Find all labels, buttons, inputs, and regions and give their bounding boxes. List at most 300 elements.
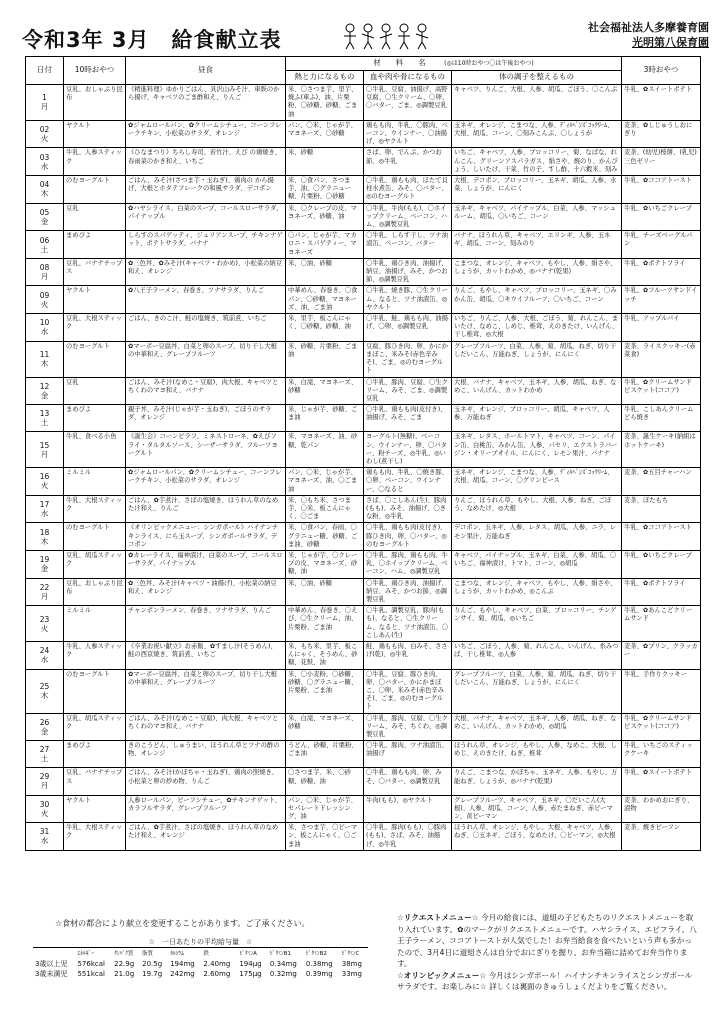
day-number: 1 (42, 93, 47, 103)
day-number: 02 (39, 125, 50, 135)
body-cell: 〇牛乳、豚肉、豆腐、〇生クリーム、みそ、ごま、◎調製豆乳 (364, 377, 452, 405)
day-number: 08 (39, 263, 50, 273)
body-cell: 〇牛乳、しらす干し、ツナ油漬缶、ベーコン、バター (364, 231, 452, 259)
pm-snack-cell: 麦茶、わかめおにぎり、漬物 (622, 795, 701, 823)
pm-snack-cell: 麦茶、✿しじゅうしおにぎり (622, 120, 701, 148)
weekday: 土 (40, 754, 49, 764)
weekday: 金 (40, 564, 49, 574)
body-cell: 〇牛乳、豚肉、豆腐、〇生クリーム、みそ、ちくわ、◎調製豆乳 (364, 713, 452, 741)
energy-cell: 米、〇油、砂糖 (286, 578, 364, 606)
body-cell: 〇牛乳、豚肉、鶏もも肉、牛乳、〇ホイップクリーム、ベーコン、ハム、◎調製豆乳 (364, 550, 452, 578)
regulate-cell: 玉ネギ、オレンジ、こまつな、人参、ﾃﾞｨﾙﾍﾟﾝｽﾞｺｯｸﾘｰﾑ、大根、胡瓜、コーン、〇グリンピース (452, 468, 622, 496)
date-cell (26, 823, 64, 851)
am-snack-cell: まめぴよ (64, 231, 126, 259)
col-lunch: 昼食 (126, 57, 286, 85)
body-cell: 〇牛乳、焼き豚、〇生クリーム、なると、ツナ油漬缶、◎ヤクルト (364, 286, 452, 314)
am-snack-cell: 豆乳、バナナチップス (64, 768, 126, 795)
col-body: 血や肉や骨になるもの (364, 71, 452, 85)
day-number: 11 (39, 350, 50, 360)
energy-cell: 米、里芋、板こんにゃく、〇砂糖、砂糖、油 (286, 314, 364, 342)
regulate-cell: りんご、もやし、キャベツ、白菜、ブロッコリー、チンゲンサイ、菊、胡瓜、◎いちご (452, 606, 622, 642)
regulate-cell: 大根、デコポン、ブロッコリー、玉ネギ、胡瓜、人参、水菜、しょうが、にんにく (452, 176, 622, 204)
lunch-cell: ✿ジャムロールパン、✿クリームシチュー、コーンフレークチキン、小松菜のサラダ、オレンジ (126, 120, 286, 148)
day-number: 24 (39, 646, 50, 656)
lunch-cell: ✿八王子ラーメン、春巻き、ツナサラダ、りんご (126, 286, 286, 314)
am-snack-cell: まめぴよ (64, 405, 126, 432)
pm-snack-cell: 牛乳、✿フルーツサンドイッチ (622, 286, 701, 314)
body-cell: 〇牛乳、豆腐、油揚げ、高野豆腐、〇生クリーム、〇卵、〇バター、ごま、◎調製豆乳 (364, 85, 452, 121)
body-cell: 〇牛乳、鶏もも肉、ほたて貝柱水煮缶、みそ、〇バター、◎のむヨーグルト (364, 176, 452, 204)
date-cell (26, 641, 64, 669)
weekday: 月 (40, 591, 49, 601)
table-row (26, 176, 701, 204)
regulate-cell: ほうれん草、オレンジ、もやし、大根、キャベツ、人参、ねぎ、〇玉ネギ、ごぼう、なめたけ、〇ピーマン、◎大根 (452, 823, 622, 851)
day-number: 31 (39, 827, 50, 837)
nutrition-cell: 3歳以上児 (35, 960, 68, 968)
weekday: 火 (40, 481, 49, 491)
school-name: 光明第八保育園 (632, 36, 709, 49)
weekday: 水 (40, 161, 49, 171)
am-snack-cell: のむヨーグルト (64, 176, 126, 204)
energy-cell: 米、白滝、マヨネーズ、砂糖 (286, 713, 364, 741)
day-number: 17 (39, 500, 50, 510)
date-cell (26, 741, 64, 768)
table-row (26, 231, 701, 259)
body-cell: 豆腐、豚ひき肉、卵、かにかまぼこ、米みそ(赤色辛みそ)、ごま、◎のむヨーグルト (364, 341, 452, 377)
pm-snack-cell: 牛乳、チーズベーグルパン (622, 231, 701, 259)
weekday: 月 (40, 102, 49, 112)
lunch-cell: ごはん、みそ汁(なめこ・豆腐)、肉大根、キャベツとちくわのマヨ和え、バナナ (126, 713, 286, 741)
table-row (26, 85, 701, 121)
lunch-cell: ✿マーボー豆腐丼、白菜と卵のスープ、切り干し大根の中華和え、グレープフルーツ (126, 669, 286, 713)
date-cell (26, 468, 64, 496)
regulate-cell: 玉ネギ、レタス、ホールトマト、キャベツ、コーン、パイン缶、白桃缶、みかん缶、人参、パセリ、エクストラバージン・オリーブオイル、にんにく、レモン果汁、バナナ (452, 432, 622, 468)
am-snack-cell: 豆乳、大根スティック (64, 314, 126, 342)
pm-snack-cell: 牛乳、✿スイートポテト (622, 85, 701, 121)
weekday: 木 (40, 536, 49, 546)
nutrition-cell: 551kcal (77, 970, 105, 978)
lunch-cell: ごはん、✿芋煮汁、さばの塩焼き、ほうれん草のなめたけ和え、りんご (126, 495, 286, 523)
am-snack-cell: ヤクルト (64, 286, 126, 314)
am-snack-cell: 牛乳、大根スティック (64, 823, 126, 851)
regulate-cell: いちご、ごぼう、人参、菊、れんこん、いんげん、糸みつば、干し椎茸、◎人参 (452, 641, 622, 669)
nutrition-cell: ﾋﾞﾀﾐﾝC (341, 951, 360, 957)
lunch-cell: 《オリンピックメニュー：シンガポール》ハイナンチキンライス、にら玉スープ、シンガポールサラダ、デコポン (126, 523, 286, 551)
energy-cell: 中華めん、春巻き、〇えび、〇生クリーム、油、片栗粉、ごま油 (286, 606, 364, 642)
weekday: 土 (40, 244, 49, 254)
table-row (26, 405, 701, 432)
weekday: 火 (40, 299, 49, 309)
nutrition-cell: 鉄 (203, 951, 209, 957)
weekday: 火 (40, 134, 49, 144)
energy-cell: 米、じゃが芋、砂糖、ごま油 (286, 405, 364, 432)
body-cell: 〇牛乳、鶏ひき肉、油揚げ、納豆、油揚げ、みそ、かつお節、◎調製豆乳 (364, 258, 452, 286)
pm-snack-cell: 牛乳、✿ココアトースト (622, 523, 701, 551)
weekday: 水 (40, 655, 49, 665)
am-snack-cell: 牛乳、大根スティック (64, 495, 126, 523)
pm-snack-cell: 牛乳、✿あんこどクリームサンド (622, 606, 701, 642)
lunch-cell: 人参ロールパン、ビーフシチュー、✿チキンナゲット、カラフルサラダ、グレープフルーツ (126, 795, 286, 823)
date-cell (26, 523, 64, 551)
energy-cell: 米、砂糖、片栗粉、ごま油 (286, 341, 364, 377)
am-snack-cell: ミルミル (64, 606, 126, 642)
date-cell (26, 432, 64, 468)
am-snack-cell: ヤクルト (64, 120, 126, 148)
nutrition-cell: 194μg (239, 960, 262, 968)
table-row (26, 795, 701, 823)
day-number: 06 (39, 235, 50, 245)
page-title: 令和3年 3月 給食献立表 (22, 28, 282, 52)
am-snack-cell: まめぴよ (64, 741, 126, 768)
weekday: 水 (40, 836, 49, 846)
nutrition-cell: ﾀﾝﾊﾟｸ質 (114, 951, 134, 957)
pm-snack-cell: 牛乳、✿ココアトースト (622, 176, 701, 204)
lunch-cell: ごはん、みそ汁(さつま芋・玉ねぎ)、鶏肉の から揚げ、大根とホタテフレークの和風サラダ、デコポン (126, 176, 286, 204)
am-snack-cell: 豆乳 (64, 377, 126, 405)
energy-cell: 米、さつま芋、〇ピーマン、板こんにゃく、〇ごま油 (286, 823, 364, 851)
am-snack-cell: 豆乳 (64, 203, 126, 231)
lunch-cell: チャンポンラーメン、春巻き、ツナサラダ、りんご (126, 606, 286, 642)
am-snack-cell: 牛乳、人参スティック (64, 641, 126, 669)
energy-cell: 米、マヨネーズ、油、砂糖、乾パン (286, 432, 364, 468)
body-cell: ヨーグルト(無糖)、ベーコン、ウインナー、卵、〇バター、粉チーズ、◎牛乳、◎いわし(煮干し) (364, 432, 452, 468)
body-cell: さば、〇こしあん(生)、豚肉(もも)、みそ、油揚げ、〇きな粉、◎牛乳 (364, 495, 452, 523)
olympic-text: 今月はシンガポール！ハイナンチキンライスとシンガポールサラダです。お楽しみに☆ 詳しくは裏面のきゅうしょくだよりをご覧ください。 (397, 970, 693, 991)
pm-snack-cell: 麦茶、ぼたもち (622, 495, 701, 523)
table-row (26, 495, 701, 523)
pm-snack-cell: 牛乳、✿クリームサンドビスケット(ココア) (622, 713, 701, 741)
lunch-cell: ✿ジャムロールパン、✿クリームシチュー、コーンフレークチキン、小松菜のサラダ、オレンジ (126, 468, 286, 496)
pm-snack-cell: 麦茶、ライスクッキー(赤菜食) (622, 341, 701, 377)
body-cell: 〇牛乳、豆腐、豚ひき肉、卵、〇バター、かにかまぼこ、〇卵、米みそ(赤色辛みそ)、ごま、◎のむヨーグルト (364, 669, 452, 713)
pm-snack-cell: 麦茶、✿プリン、クラッカー (622, 641, 701, 669)
body-cell: 〇牛乳、鶏もも肉(皮付き)、豚ひき肉、卵、〇バター、◎のむヨーグルト (364, 523, 452, 551)
body-cell: 〇牛乳、牛肉(もも)、〇ホイップクリーム、ベーコン、ハム、◎調製豆乳 (364, 203, 452, 231)
regulate-cell: バナナ、ほうれん草、キャベツ、エリンギ、人参、玉ネギ、胡瓜、コーン、刻みのり (452, 231, 622, 259)
energy-cell: パン、〇米、じゃが芋、セパレートドレッシング、油 (286, 795, 364, 823)
olympic-title: ☆オリンピックメニュー☆ (397, 970, 487, 980)
energy-cell: 米、砂糖 (286, 148, 364, 176)
lunch-cell: 《精進料理》ゆかりごはん、具沢山みそ汁、車麩のから揚げ、キャベツのごま酢和え、りんご (126, 85, 286, 121)
table-row (26, 432, 701, 468)
date-cell (26, 85, 64, 121)
energy-cell: 〇パン、じゃが芋、マカロニ・スパゲティー、マヨネーズ (286, 231, 364, 259)
table-row (26, 741, 701, 768)
am-snack-cell: 牛乳、人参スティック (64, 148, 126, 176)
table-row (26, 377, 701, 405)
energy-cell: 米、〇もち米、さつま芋、〇米、板こんにゃく、〇ごま (286, 495, 364, 523)
pm-snack-cell: 牛乳、✿いちごクレープ (622, 203, 701, 231)
pm-snack-cell: 牛乳、手作りクッキー (622, 669, 701, 713)
nutrition-cell: 38mg (341, 960, 362, 968)
nutrition-caption: ☆ 一日あたりの平均給与量 ☆ (33, 937, 368, 948)
date-cell (26, 578, 64, 606)
energy-cell: 〇さつま芋、米、〇砂糖、砂糖、油 (286, 768, 364, 795)
pm-snack-cell: 牛乳、✿スイートポテト (622, 768, 701, 795)
regulate-cell: 大根、バナナ、キャベツ、玉ネギ、人参、胡瓜、ねぎ、なめこ、いんげん、カットわかめ、◎胡瓜 (452, 713, 622, 741)
energy-cell: 米、〇クレープの皮、マヨネーズ、砂糖、油 (286, 203, 364, 231)
date-cell (26, 341, 64, 377)
table-row (26, 768, 701, 795)
day-number: 25 (39, 682, 50, 692)
body-cell: 〇牛乳、鶏もも肉、卵、みそ、〇バター、◎調製豆乳 (364, 768, 452, 795)
table-row (26, 641, 701, 669)
lunch-cell: 《卒業お祝い献立》お赤飯、✿すまし汁(そうめん)、鮭の西京焼き、筑前煮、いちご (126, 641, 286, 669)
weekday: 月 (40, 449, 49, 459)
lunch-cell: 親子丼、みそ汁(じゃが芋・玉ねぎ)、ごぼうのサラダ、オレンジ (126, 405, 286, 432)
am-snack-cell: 牛乳、食べる小魚 (64, 432, 126, 468)
nutrition-cell: 22.9g (114, 960, 135, 968)
lunch-cell: ✿マーボー豆腐丼、白菜と卵のスープ、切り干し大根の中華和え、グレープフルーツ (126, 341, 286, 377)
day-number: 03 (39, 152, 50, 162)
pm-snack-cell: 麦茶、誕生ケーキ(納組はホットケーキ) (622, 432, 701, 468)
energy-cell: 中華めん、春巻き、〇食パン、〇砂糖、マヨネーズ、油、ごま油 (286, 286, 364, 314)
children-illustration-icon (340, 20, 440, 50)
date-cell (26, 258, 64, 286)
nutrition-cell: ﾋﾞﾀﾐﾝB1 (269, 951, 291, 957)
table-row (26, 314, 701, 342)
body-cell: さば、卵、でんぷ、かつお節、◎牛乳 (364, 148, 452, 176)
table-row (26, 606, 701, 642)
am-snack-cell: 豆乳、胡瓜スティック (64, 713, 126, 741)
regulate-cell: グレープフルーツ、キャベツ、玉ネギ、〇だいこん(大根)、人参、胡瓜、コーン、人参、赤たまねぎ、赤ピーマン、黄ピーマン (452, 795, 622, 823)
col-energy: 熱と力になるもの (286, 71, 364, 85)
date-cell (26, 314, 64, 342)
notes (397, 912, 697, 993)
olympic-note (397, 970, 697, 993)
weekday: 金 (40, 216, 49, 226)
menu-table (25, 56, 701, 851)
header (10, 18, 713, 54)
weekday: 水 (40, 509, 49, 519)
weekday: 木 (40, 691, 49, 701)
lunch-cell: ごはん、みそ汁(かぼちゃ・玉ねぎ)、鶏肉の照焼き、小松菜と卵の炒め物、りんご (126, 768, 286, 795)
energy-cell: パン、〇米、じゃが芋、マヨネーズ、油、〇ごま油 (286, 468, 364, 496)
am-snack-cell: のむヨーグルト (64, 523, 126, 551)
request-text: 今月の給食には、道組の子どもたちのリクエストメニューを取り入れています。✿のマークがリクエストメニューです。ハヤシライス、エビフライ、八王子ラーメン、ココアトーストが人気でした！お弁当給食を食べたいという声も多かったので、3月4日に道組さんは自分でおにぎりを握り、お弁当箱に詰めてお弁当作ります。 (397, 913, 697, 968)
nutrition-cell: 21.0g (114, 970, 135, 978)
lunch-cell: しらすのスパゲッティ、ジュリアンスープ、チキンナゲット、ポテトサラダ、バナナ (126, 231, 286, 259)
body-cell: 牛肉(もも)、◎ヤクルト (364, 795, 452, 823)
date-cell (26, 713, 64, 741)
nutrition-cell: 175μg (239, 970, 262, 978)
weekday: 金 (40, 390, 49, 400)
weekday: 火 (40, 808, 49, 818)
regulate-cell: キャベツ、りんご、大根、人参、胡瓜、ごぼう、〇こんぶ (452, 85, 622, 121)
date-cell (26, 768, 64, 795)
nutrition-cell: ｴﾈﾙｷﾞｰ (77, 951, 94, 957)
energy-cell: 米、白滝、マヨネーズ、砂糖 (286, 377, 364, 405)
table-row (26, 341, 701, 377)
date-cell (26, 203, 64, 231)
day-number: 29 (39, 772, 50, 782)
energy-cell: 米、〇小麦粉、〇砂糖、砂糖、〇グラニュー糖、片栗粉、ごま油 (286, 669, 364, 713)
regulate-cell: こまつな、オレンジ、キャベツ、もやし、人参、絹さや、しょうが、カットわかめ、◎こんぶ (452, 578, 622, 606)
regulate-cell: 玉ネギ、オレンジ、こまつな、人参、ﾃﾞｨﾙﾍﾟﾝｽﾞｺｯｸﾘｰﾑ、大根、胡瓜、コーン、〇刻みこんぶ、〇しょうが (452, 120, 622, 148)
energy-cell: うどん、砂糖、片栗粉、ごま油 (286, 741, 364, 768)
day-number: 30 (39, 799, 50, 809)
day-number: 13 (39, 409, 50, 419)
nutrition-cell: ﾋﾞﾀﾐﾝA (239, 951, 257, 957)
body-cell: 〇牛乳、鶏ひき肉、油揚げ、納豆、みそ、かつお節、◎調製豆乳 (364, 578, 452, 606)
energy-cell: 米、じゃが芋、〇クレープの皮、マヨネーズ、砂糖、油 (286, 550, 364, 578)
lunch-cell: ごはん、きのこ汁、鮭の塩焼き、筑前煮、いちご (126, 314, 286, 342)
pm-snack-cell: 麦茶、(幼児)桜餅、(乳児)三色ゼリー (622, 148, 701, 176)
nutrition-cell (33, 949, 75, 959)
lunch-cell: ✿ハヤシライス、白菜のスープ、コールスローサラダ、パイナップル (126, 203, 286, 231)
regulate-cell: いちご、りんご、人参、大根、ごぼう、菊、れんこん、まいたけ、なめこ、しめじ、椎茸、えのきたけ、いんげん、干し椎茸、◎大根 (452, 314, 622, 342)
nutrition-cell: 脂質 (142, 951, 154, 957)
body-cell: 〇牛乳、調製豆乳、豚肉(もも)、なると、〇生クリーム、なると、ツナ油漬缶、〇こしあん(生) (364, 606, 452, 642)
date-cell (26, 286, 64, 314)
lunch-cell: ✿三色丼、✿みそ汁(キャベツ・わかめ)、小松菜の納豆和え、オレンジ (126, 258, 286, 286)
weekday: 水 (40, 327, 49, 337)
nutrition-cell: ﾋﾞﾀﾐﾝB2 (305, 951, 327, 957)
weekday: 木 (40, 359, 49, 369)
regulate-cell: りんご、もやし、キャベツ、ブロッコリー、玉ネギ、〇みかん缶、胡瓜、〇キウイフルーツ、〇いちご、コーン (452, 286, 622, 314)
table-row (26, 286, 701, 314)
day-number: 19 (39, 555, 50, 565)
ingredients-label: 材 料 名 (373, 57, 426, 67)
regulate-cell: 玉ネギ、オレンジ、ブロッコリー、胡瓜、キャベツ、人参、万能ねぎ (452, 405, 622, 432)
nutrition-cell: 0.38mg (305, 960, 333, 968)
lunch-cell: ごはん、みそ汁(なめこ・豆腐)、肉大根、キャベツとちくわのマヨ和え、バナナ (126, 377, 286, 405)
pm-snack-cell: 牛乳、✿ポテトフライ (622, 258, 701, 286)
energy-cell: 米、〇油、砂糖 (286, 258, 364, 286)
date-cell (26, 405, 64, 432)
energy-cell: 米、もち米、里芋、板こんにゃく、そうめん、砂糖、花麩、油 (286, 641, 364, 669)
table-row (26, 203, 701, 231)
day-number: 18 (39, 527, 50, 537)
table-row (26, 468, 701, 496)
pm-snack-cell: 麦茶、✿五目チャーハン (622, 468, 701, 496)
day-number: 26 (39, 717, 50, 727)
regulate-cell: こまつな、オレンジ、キャベツ、もやし、人参、絹さや、しょうが、カットわかめ、◎バナナ(乾果) (452, 258, 622, 286)
nutrition-cell: 2.40mg (203, 960, 231, 968)
nutrition-cell: 2.60mg (203, 970, 231, 978)
request-title: ☆リクエストメニュー☆ (397, 913, 479, 922)
nutrition-cell: 0.39mg (305, 970, 333, 978)
table-row (26, 578, 701, 606)
weekday: 木 (40, 189, 49, 199)
col-ingredients (286, 57, 622, 71)
regulate-cell: グレープフルーツ、白菜、人参、菊、胡瓜、ねぎ、切り干しだいこん、万能ねぎ、しょうが、にんにく (452, 341, 622, 377)
pm-snack-cell: 牛乳、✿クリームサンドビスケット(ココア) (622, 377, 701, 405)
day-number: 15 (39, 440, 50, 450)
body-cell: 鶏もも肉、牛乳、〇豚肉、ベーコン、ウインナー、〇油揚げ、◎ヤクルト (364, 120, 452, 148)
am-snack-cell: 豆乳、おしゃぶり昆布 (64, 578, 126, 606)
date-cell (26, 231, 64, 259)
day-number: 27 (39, 745, 50, 755)
body-cell: 鶏もも肉、牛乳、〇焼き豚、〇卵、ベーコン、ウインナー、〇なると (364, 468, 452, 496)
nutrition-cell: ｶﾙｼｳﾑ (170, 951, 184, 957)
table-row (26, 523, 701, 551)
energy-cell: 米、〇さつま芋、里芋、焼ふ(車ふ)、油、片栗粉、〇砂糖、砂糖、ごま油 (286, 85, 364, 121)
weekday: 土 (40, 418, 49, 428)
day-number: 05 (39, 207, 50, 217)
day-number: 12 (39, 381, 50, 391)
day-number: 16 (39, 472, 50, 482)
date-cell (26, 550, 64, 578)
am-snack-cell: 豆乳、胡瓜スティック (64, 550, 126, 578)
am-snack-cell: のむヨーグルト (64, 669, 126, 713)
pm-snack-cell: 牛乳、いちごのスティックケーキ (622, 741, 701, 768)
lunch-cell: 《ひなまつり》ちらし寿司、若竹汁、えび の鶏焼き、春雨菜のかき和え、いちご (126, 148, 286, 176)
pm-snack-cell: 牛乳、こしあんクリームどら焼き (622, 405, 701, 432)
energy-cell: 米、〇食パン、さつま芋、油、〇グラニュー糖、片栗粉、〇砂糖 (286, 176, 364, 204)
lunch-cell: ✿カレーライス、福神漬け、白菜のスープ、コールスローサラダ、パイナップル (126, 550, 286, 578)
col-pm-snack: 3時おやつ (622, 57, 701, 85)
am-snack-cell: ヤクルト (64, 795, 126, 823)
date-cell (26, 795, 64, 823)
weekday: 火 (40, 623, 49, 633)
table-row (26, 148, 701, 176)
ingredients-note: (◎は10時おやつ〇は午後おやつ) (444, 59, 534, 67)
nutrition-cell: 19.7g (142, 970, 163, 978)
date-cell (26, 495, 64, 523)
col-am-snack: 10時おやつ (64, 57, 126, 85)
regulate-cell: ほうれん草、オレンジ、もやし、人参、なめこ、大根、しめじ、えのきたけ、ねぎ、椎茸 (452, 741, 622, 768)
footnote: ☆食材の都合により献立を変更することがあります。ご了承ください。 (55, 919, 310, 928)
day-number: 10 (39, 318, 50, 328)
col-regulate: 体の調子を整えるもの (452, 71, 622, 85)
nutrition-averages (33, 937, 368, 979)
body-cell: 鮭、鶏もも肉、白みそ、ささげ(乾)、◎牛乳 (364, 641, 452, 669)
regulate-cell: キャベツ、パイナップル、玉ネギ、白菜、人参、胡瓜、〇いちご、福神漬け、トマト、コーン、◎胡瓜 (452, 550, 622, 578)
nutrition-cell: 576kcal (77, 960, 105, 968)
date-cell (26, 606, 64, 642)
nutrition-cell: 0.34mg (269, 960, 297, 968)
nutrition-cell: 194mg (170, 960, 195, 968)
regulate-cell: 大根、バナナ、キャベツ、玉ネギ、人参、胡瓜、ねぎ、なめこ、いんげん、カットわかめ (452, 377, 622, 405)
lunch-cell: 《誕生会》コーンピラフ、ミネストローネ、✿えびフライ・タルタルソース、シーザーサラダ、フルーツヨーグルト (126, 432, 286, 468)
day-number: 23 (39, 614, 50, 624)
body-cell: 〇牛乳、豚肉(もも)、〇豚肉(もも)、さば、みそ、油揚げ、◎牛乳 (364, 823, 452, 851)
nutrition-cell: 0.32mg (269, 970, 297, 978)
col-date: 日付 (26, 57, 64, 85)
org-name: 社会福祉法人多摩養育園 (588, 21, 709, 34)
nutrition-cell: 33mg (341, 970, 362, 978)
weekday: 金 (40, 726, 49, 736)
day-number: 22 (39, 582, 50, 592)
nutrition-cell: 242mg (170, 970, 195, 978)
date-cell (26, 669, 64, 713)
lunch-cell: ごはん、✿芋煮汁、さばの塩焼き、ほうれん草のなめたけ和え、オレンジ (126, 823, 286, 851)
regulate-cell: デコポン、玉ネギ、人参、レタス、胡瓜、人参、ニラ、レモン果汁、万能ねぎ (452, 523, 622, 551)
am-snack-cell: のむヨーグルト (64, 341, 126, 377)
regulate-cell: グレープフルーツ、白菜、人参、菊、胡瓜、ねぎ、切り干しだいこん、万能ねぎ、しょうが、にんにく (452, 669, 622, 713)
day-number: 04 (39, 180, 50, 190)
weekday: 月 (40, 781, 49, 791)
energy-cell: 米、〇食パン、春雨、〇グラニュー糖、砂糖、ごま油、砂糖 (286, 523, 364, 551)
body-cell: 〇牛乳、豚肉、ツナ油漬缶、油揚げ (364, 741, 452, 768)
date-cell (26, 148, 64, 176)
nutrition-cell: 3歳未満児 (35, 970, 68, 978)
day-number: 09 (39, 290, 50, 300)
table-row (26, 120, 701, 148)
request-note (397, 912, 697, 970)
pm-snack-cell: 牛乳、✿ポテトフライ (622, 578, 701, 606)
table-row (26, 669, 701, 713)
regulate-cell: いちご、キャベツ、人参、ブロッコリー、菊、なばな、れんこん、グリーンアスパラガス、絹さや、焼のり、かんぴょう、しいたけ、干菜、竹の子、すし酢、十六穀米、刻み (452, 148, 622, 176)
body-cell: 〇牛乳、鮭、鶏もも肉、油揚げ、〇卵、◎調製豆乳 (364, 314, 452, 342)
regulate-cell: りんご、ほうれん草、もやし、大根、人参、ねぎ、ごぼう、なめたけ、◎大根 (452, 495, 622, 523)
lunch-cell: ✿三色丼、みそ汁(キャベツ・油揚げ)、小松菜の納豆和え、オレンジ (126, 578, 286, 606)
pm-snack-cell: 麦茶、焼きビーフン (622, 823, 701, 851)
regulate-cell: りんご、こまつな、かぼちゃ、玉ネギ、人参、もやし、万能ねぎ、しょうが、◎バナナ(乾果) (452, 768, 622, 795)
am-snack-cell: ミルミル (64, 468, 126, 496)
date-cell (26, 176, 64, 204)
